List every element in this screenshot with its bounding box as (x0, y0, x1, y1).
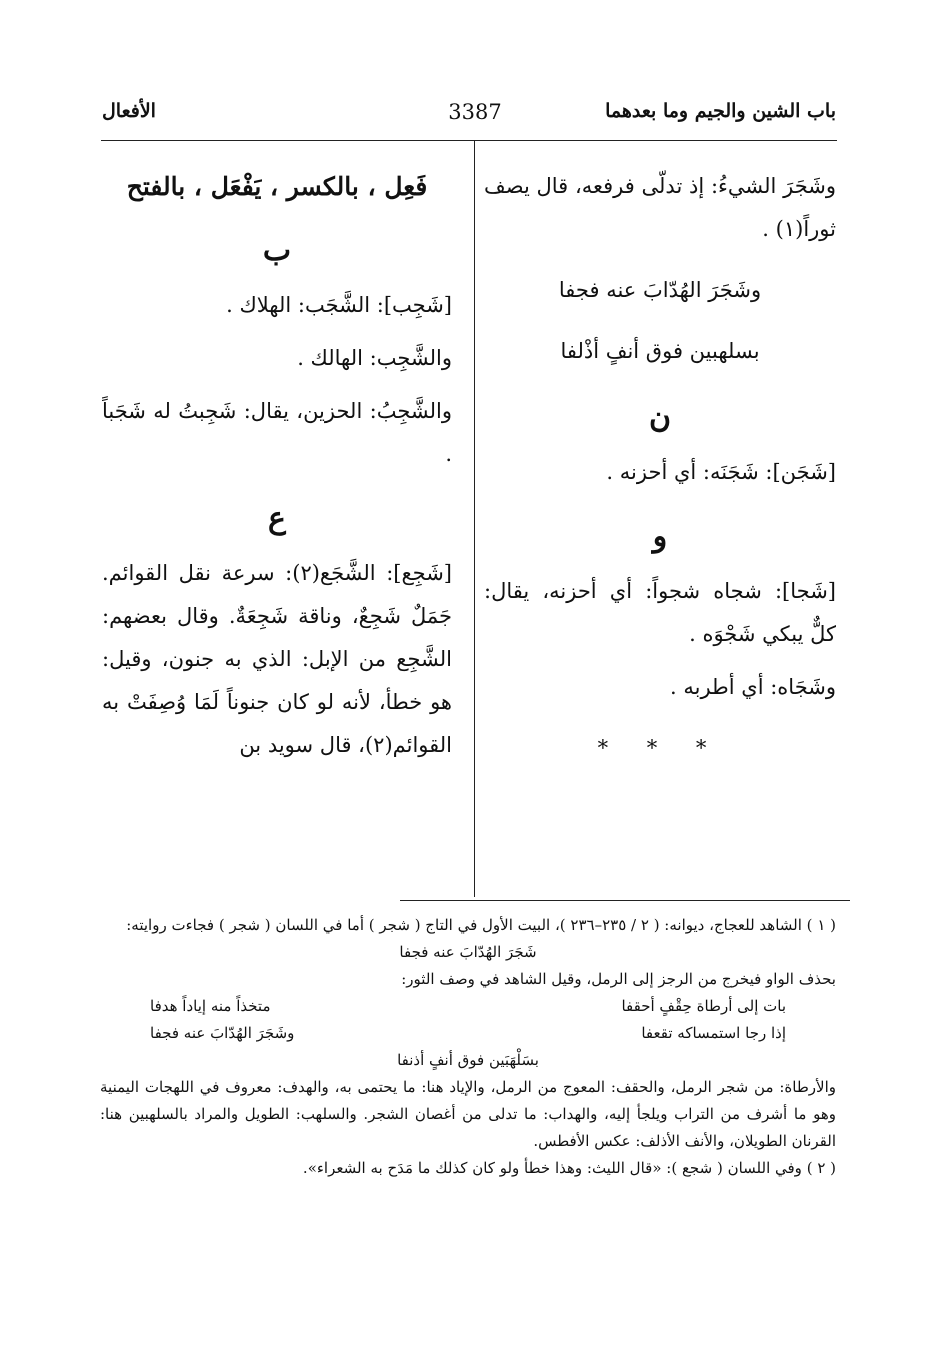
running-head-chapter: باب الشين والجيم وما بعدهما (605, 100, 836, 122)
section-title: فَعِل ، بالكسر ، يَفْعَل ، بالفتح (126, 172, 428, 201)
letter-heading-waw: و (652, 519, 668, 554)
footnote-rule (400, 900, 850, 901)
footnote-1-verse-4: بسَلْهَبَين فوق أنفٍ أذنفا (397, 1051, 539, 1069)
running-head-section: الأفعال (102, 100, 156, 122)
footnote-2: ( ٢ ) وفي اللسان ( شجع ): «قال الليث: وهذا خطأ ولو كان كذلك ما مَدَح به الشعراء». (302, 1159, 836, 1177)
entry-shajib-halik: والشَّجِب: الهالك . (297, 346, 452, 370)
footnote-1-verse-2 (100, 993, 836, 1020)
footnote-1-verse-3 (100, 1020, 836, 1047)
footnote-1-verse-1: شَجَرَ الهُدّابَ عنه فجفا (399, 943, 537, 961)
footnote-1-glossary: والأرطاة: من شجر الرمل، والحقف: المعوج من الرمل، والإياد هنا: ما يحتمى به، والهدف: معروف في اللهجات اليمنية وهو ما أشرف من التراب ويلجأ إليه، والهداب: ما تدلى من أغصان الشجر. والسلهب: الطويل والمراد بالسلهبين هنا: القرنان الطويلان، والأنف الأذلف: عكس الأفطس. (100, 1078, 836, 1150)
entry-shaja: [شَجا]: شجاه شجواً: أي أحزنه، يقال: كلٌّ يبكي شَجْوَه . (484, 579, 836, 646)
entry-shajib: [شَجِب]: الشَّجَب: الهلاك . (226, 293, 452, 317)
header-rule (101, 140, 837, 141)
verse-line-1: وشَجَرَ الهُدّابَ عنه فجفا (558, 278, 762, 302)
hemistich-left: متخذاً منه إياداً هدفا (150, 997, 271, 1015)
letter-heading-nun: ن (648, 400, 672, 435)
column-divider (474, 140, 475, 897)
verse-line-2: بسلهبين فوق أنفٍ أذْلفا (560, 339, 760, 363)
footnote-1-intro: ( ١ ) الشاهد للعجاج، ديوانه: ( ٢ / ٢٣٥–٢٣٦ )، البيت الأول في التاج ( شجر ) أما في اللسان ( شجر ) فجاءت روايته: (126, 916, 836, 934)
hemistich-left: وشَجَرَ الهُدّابَ عنه فجفا (150, 1024, 295, 1042)
entry-shajib-hazin: والشَّجِبُ: الحزين، يقال: شَجِبتُ له شَجَباً . (102, 399, 452, 466)
left-column (102, 165, 452, 890)
section-end-stars: * * * (597, 736, 723, 760)
entry-shajar: وشَجَرَ الشيءُ: إذ تدلّى فرفعه، قال يصف ثوراً(١) . (484, 174, 836, 241)
entry-shajan: [شَجَن]: شَجَنَه: أي أحزنه . (606, 460, 836, 484)
footnotes (100, 912, 836, 1182)
letter-heading-ba: ب (262, 233, 292, 268)
right-column (484, 165, 836, 890)
page-number: 3387 (448, 100, 502, 124)
footnote-1-note: بحذف الواو فيخرج من الرجز إلى الرمل، وقيل الشاهد في وصف الثور: (401, 970, 836, 988)
entry-shajahu: وشَجَاه: أي أطربه . (670, 675, 836, 699)
entry-shajia: [شَجِع]: الشَّجَع(٢): سرعة نقل القوائم. جَمَلٌ شَجِعٌ، وناقة شَجِعَةٌ. وقال بعضهم: الشَّجِع من الإبل: الذي به جنون، وقيل: هو خطأ، لأنه لو كان جنوناً لَمَا وُصِفَتْ به القوائم(٢)، قال سويد بن (102, 561, 452, 757)
hemistich-right: بات إلى أرطاة حِقْفٍ أحقفا (621, 997, 786, 1015)
letter-heading-ain: ع (268, 501, 286, 536)
hemistich-right: إذا رجا استمساكه تقعفا (641, 1024, 786, 1042)
